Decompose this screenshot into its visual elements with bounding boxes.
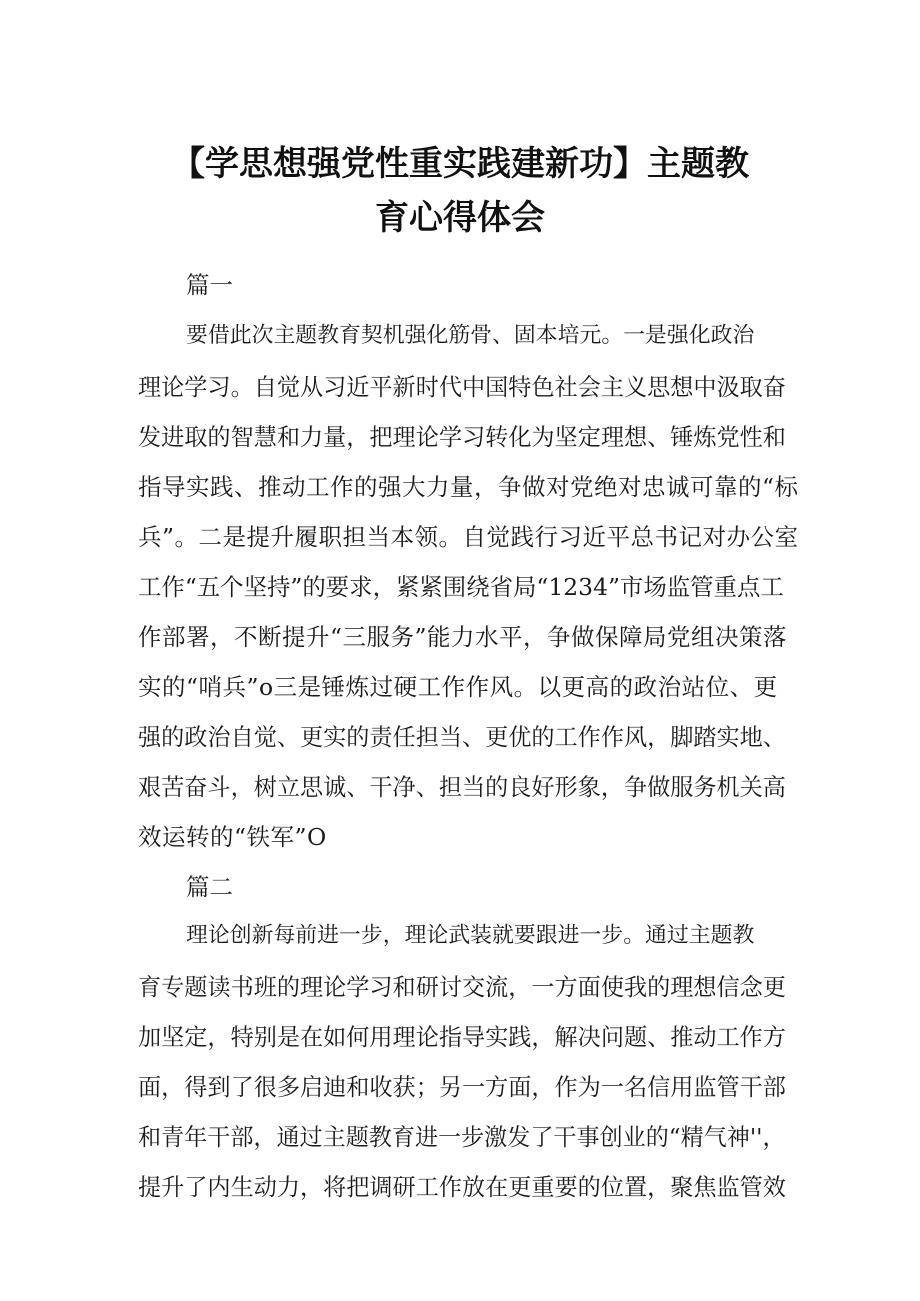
paragraph-2-line: 面，得到了很多启迪和收获；另一方面，作为一名信用监管干部 (138, 1075, 786, 1101)
paragraph-1-line: 艰苦奋斗，树立思诚、干净、担当的良好形象，争做服务机关高 (138, 775, 786, 801)
document-title-line-2: 育心得体会 (375, 198, 545, 238)
paragraph-2-line: 育专题读书班的理论学习和研讨交流，一方面使我的理想信念更 (138, 975, 786, 1001)
paragraph-2-line: 提升了内生动力，将把调研工作放在更重要的位置，聚焦监管效 (138, 1175, 786, 1201)
paragraph-1-line: 强的政治自觉、更实的责任担当、更优的工作作风，脚踏实地、 (138, 725, 786, 751)
paragraph-1-line: 兵”。二是提升履职担当本领。自觉践行习近平总书记对办公室 (138, 523, 799, 551)
paragraph-1-line: 发进取的智慧和力量，把理论学习转化为坚定理想、锤炼党性和 (138, 425, 786, 451)
paragraph-1-line: 作部署，不断提升“三服务”能力水平，争做保障局党组决策落 (138, 623, 788, 651)
paragraph-1-line: 指导实践、推动工作的强大力量，争做对党绝对忠诚可靠的“标 (138, 473, 799, 501)
paragraph-1-line: 工作“五个坚持”的要求，紧紧围绕省局“1234”市场监管重点工 (138, 573, 784, 601)
paragraph-1-line: 要借此次主题教育契机强化筋骨、固本培元。一是强化政治 (186, 323, 755, 348)
paragraph-2-line: 加坚定，特别是在如何用理论指导实践，解决问题、推动工作方 (138, 1025, 786, 1051)
section-label-1: 篇一 (186, 271, 233, 299)
paragraph-2-line: 和青年干部，通过主题教育进一步激发了干事创业的“精气神''， (138, 1125, 786, 1151)
paragraph-1-line: 理论学习。自觉从习近平新时代中国特色社会主义思想中汲取奋 (138, 375, 786, 401)
section-label-2: 篇二 (186, 873, 233, 901)
document-title-line-1: 【学思想强党性重实践建新功】主题教 (171, 144, 749, 184)
paragraph-1-line: 实的“哨兵”o三是锤炼过硬工作作风。以更高的政治站位、更 (138, 673, 778, 701)
paragraph-2-line: 理论创新每前进一步，理论武装就要跟进一步。通过主题教 (186, 923, 755, 948)
paragraph-1-line: 效运转的“铁军”O (138, 823, 327, 851)
